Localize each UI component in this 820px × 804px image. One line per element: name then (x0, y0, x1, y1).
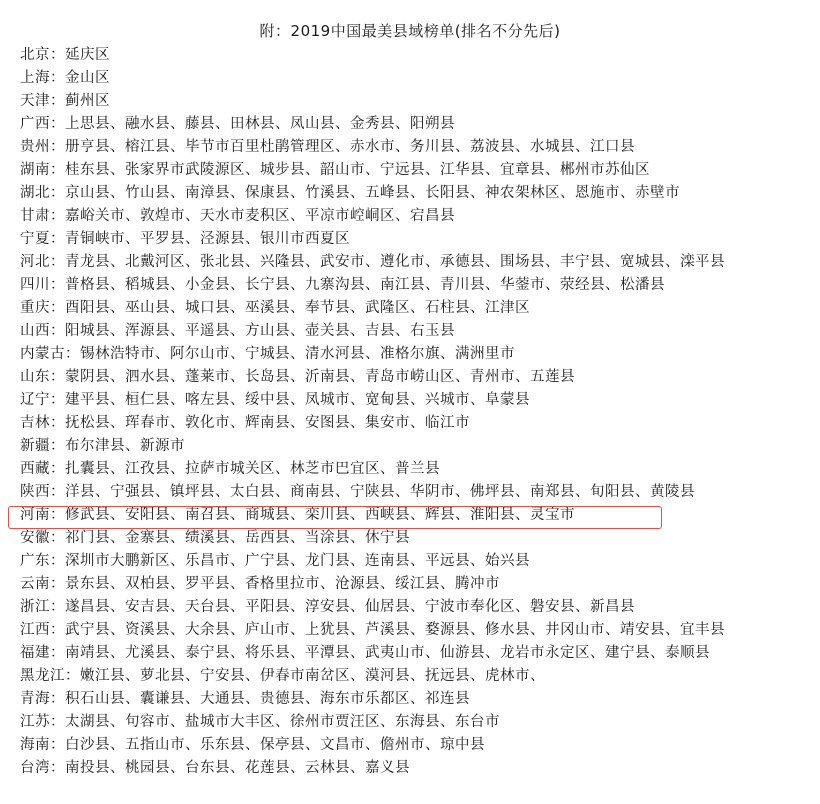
region-label: 浙江： (20, 599, 65, 615)
list-item-shanghai (20, 67, 810, 90)
region-items: 南投县、桃园县、台东县、花莲县、云林县、嘉义县 (65, 760, 410, 776)
list-item-hubei (20, 182, 810, 205)
region-label: 北京： (20, 47, 65, 63)
region-label: 黑龙江： (20, 668, 80, 684)
list-item-jilin (20, 412, 810, 435)
region-label: 广东： (20, 553, 65, 569)
region-label: 贵州： (20, 139, 65, 155)
list-item-chongqing (20, 297, 810, 320)
region-items: 京山县、竹山县、南漳县、保康县、竹溪县、五峰县、长阳县、神农架林区、恩施市、赤壁市 (65, 185, 680, 201)
region-items: 蒙阴县、泗水县、蓬莱市、长岛县、沂南县、青岛市崂山区、青州市、五莲县 (65, 369, 575, 385)
region-items: 嘉峪关市、敦煌市、天水市麦积区、平凉市崆峒区、宕昌县 (65, 208, 455, 224)
region-label: 台湾： (20, 760, 65, 776)
region-items: 延庆区 (65, 47, 110, 63)
region-label: 西藏： (20, 461, 65, 477)
region-items: 青龙县、北戴河区、张北县、兴隆县、武安市、遵化市、承德县、围场县、丰宁县、宽城县、滦平县 (65, 254, 725, 270)
region-items: 抚松县、珲春市、敦化市、辉南县、安图县、集安市、临江市 (65, 415, 470, 431)
region-label: 广西： (20, 116, 65, 132)
list-item-shaanxi (20, 481, 810, 504)
region-label: 湖北： (20, 185, 65, 201)
list-item-fujian (20, 642, 810, 665)
list-item-hunan (20, 159, 810, 182)
list-item-shandong (20, 366, 810, 389)
region-items: 白沙县、五指山市、乐东县、保亭县、文昌市、儋州市、琼中县 (65, 737, 485, 753)
region-items: 上思县、融水县、藤县、田林县、凤山县、金秀县、阳朔县 (65, 116, 455, 132)
list-item-jiangxi (20, 619, 810, 642)
list-item-guangdong (20, 550, 810, 573)
region-items: 武宁县、资溪县、大余县、庐山市、上犹县、芦溪县、婺源县、修水县、井冈山市、靖安县、宜丰县 (65, 622, 725, 638)
list-item-tianjin (20, 90, 810, 113)
region-label: 重庆： (20, 300, 65, 316)
region-items: 青铜峡市、平罗县、泾源县、银川市西夏区 (65, 231, 350, 247)
region-items: 嫩江县、萝北县、宁安县、伊春市南岔区、漠河县、抚远县、虎林市、 (80, 668, 545, 684)
region-label: 福建： (20, 645, 65, 661)
list-item-shanxi (20, 320, 810, 343)
list-item-henan (20, 504, 810, 527)
region-items: 积石山县、囊谦县、大通县、贵德县、海东市乐都区、祁连县 (65, 691, 470, 707)
region-items: 遂昌县、安吉县、天台县、平阳县、淳安县、仙居县、宁波市奉化区、磐安县、新昌县 (65, 599, 635, 615)
region-label: 内蒙古： (20, 346, 80, 362)
list-item-guangxi (20, 113, 810, 136)
list-item-liaoning (20, 389, 810, 412)
region-items: 酉阳县、巫山县、城口县、巫溪县、奉节县、武隆区、石柱县、江津区 (65, 300, 530, 316)
list-item-xinjiang (20, 435, 810, 458)
list-item-qinghai (20, 688, 810, 711)
region-items: 蓟州区 (65, 93, 110, 109)
region-label: 辽宁： (20, 392, 65, 408)
region-items: 普格县、稻城县、小金县、长宁县、九寨沟县、南江县、青川县、华蓥市、荥经县、松潘县 (65, 277, 665, 293)
list-item-ningxia (20, 228, 810, 251)
list-item-neimenggu (20, 343, 810, 366)
list-item-sichuan (20, 274, 810, 297)
region-label: 青海： (20, 691, 65, 707)
document-title: 附：2019中国最美县域榜单(排名不分先后) (259, 22, 561, 40)
region-items: 洋县、宁强县、镇坪县、太白县、商南县、宁陕县、华阴市、佛坪县、南郑县、旬阳县、黄陵县 (65, 484, 695, 500)
region-items: 册亨县、榕江县、毕节市百里杜鹃管理区、赤水市、务川县、荔波县、水城县、江口县 (65, 139, 635, 155)
list-item-zhejiang (20, 596, 810, 619)
region-items: 景东县、双柏县、罗平县、香格里拉市、沧源县、绥江县、腾冲市 (65, 576, 500, 592)
region-items: 布尔津县、新源市 (65, 438, 185, 454)
list-item-beijing (20, 44, 810, 67)
region-label: 上海： (20, 70, 65, 86)
list-item-guizhou (20, 136, 810, 159)
list-item-yunnan (20, 573, 810, 596)
region-label: 山东： (20, 369, 65, 385)
region-label: 江西： (20, 622, 65, 638)
region-label: 海南： (20, 737, 65, 753)
region-items: 修武县、安阳县、南召县、商城县、栾川县、西峡县、辉县、淮阳县、灵宝市 (65, 507, 575, 523)
list-item-anhui (20, 527, 810, 550)
region-label: 河南： (20, 507, 65, 523)
region-list (20, 44, 810, 780)
region-label: 安徽： (20, 530, 65, 546)
list-item-xizang (20, 458, 810, 481)
region-items: 太湖县、句容市、盐城市大丰区、徐州市贾汪区、东海县、东台市 (65, 714, 500, 730)
region-items: 阳城县、浑源县、平遥县、方山县、壶关县、吉县、右玉县 (65, 323, 455, 339)
region-items: 锡林浩特市、阿尔山市、宁城县、清水河县、准格尔旗、满洲里市 (80, 346, 515, 362)
region-label: 河北： (20, 254, 65, 270)
region-label: 新疆： (20, 438, 65, 454)
list-item-taiwan (20, 757, 810, 780)
region-label: 甘肃： (20, 208, 65, 224)
region-label: 山西： (20, 323, 65, 339)
region-label: 四川： (20, 277, 65, 293)
region-label: 吉林： (20, 415, 65, 431)
region-items: 南靖县、尤溪县、泰宁县、将乐县、平潭县、武夷山市、仙游县、龙岩市永定区、建宁县、泰顺县 (65, 645, 710, 661)
region-items: 建平县、桓仁县、喀左县、绥中县、凤城市、宽甸县、兴城市、阜蒙县 (65, 392, 530, 408)
region-items: 桂东县、张家界市武陵源区、城步县、韶山市、宁远县、江华县、宜章县、郴州市苏仙区 (65, 162, 650, 178)
region-items: 深圳市大鹏新区、乐昌市、广宁县、龙门县、连南县、平远县、始兴县 (65, 553, 530, 569)
region-label: 江苏： (20, 714, 65, 730)
region-label: 陕西： (20, 484, 65, 500)
list-item-hainan (20, 734, 810, 757)
region-label: 宁夏： (20, 231, 65, 247)
list-item-hebei (20, 251, 810, 274)
region-label: 云南： (20, 576, 65, 592)
list-item-jiangsu (20, 711, 810, 734)
region-label: 天津： (20, 93, 65, 109)
region-items: 扎囊县、江孜县、拉萨市城关区、林芝市巴宜区、普兰县 (65, 461, 440, 477)
list-item-gansu (20, 205, 810, 228)
region-items: 金山区 (65, 70, 110, 86)
list-item-heilongjiang (20, 665, 810, 688)
region-label: 湖南： (20, 162, 65, 178)
region-items: 祁门县、金寨县、绩溪县、岳西县、当涂县、休宁县 (65, 530, 410, 546)
